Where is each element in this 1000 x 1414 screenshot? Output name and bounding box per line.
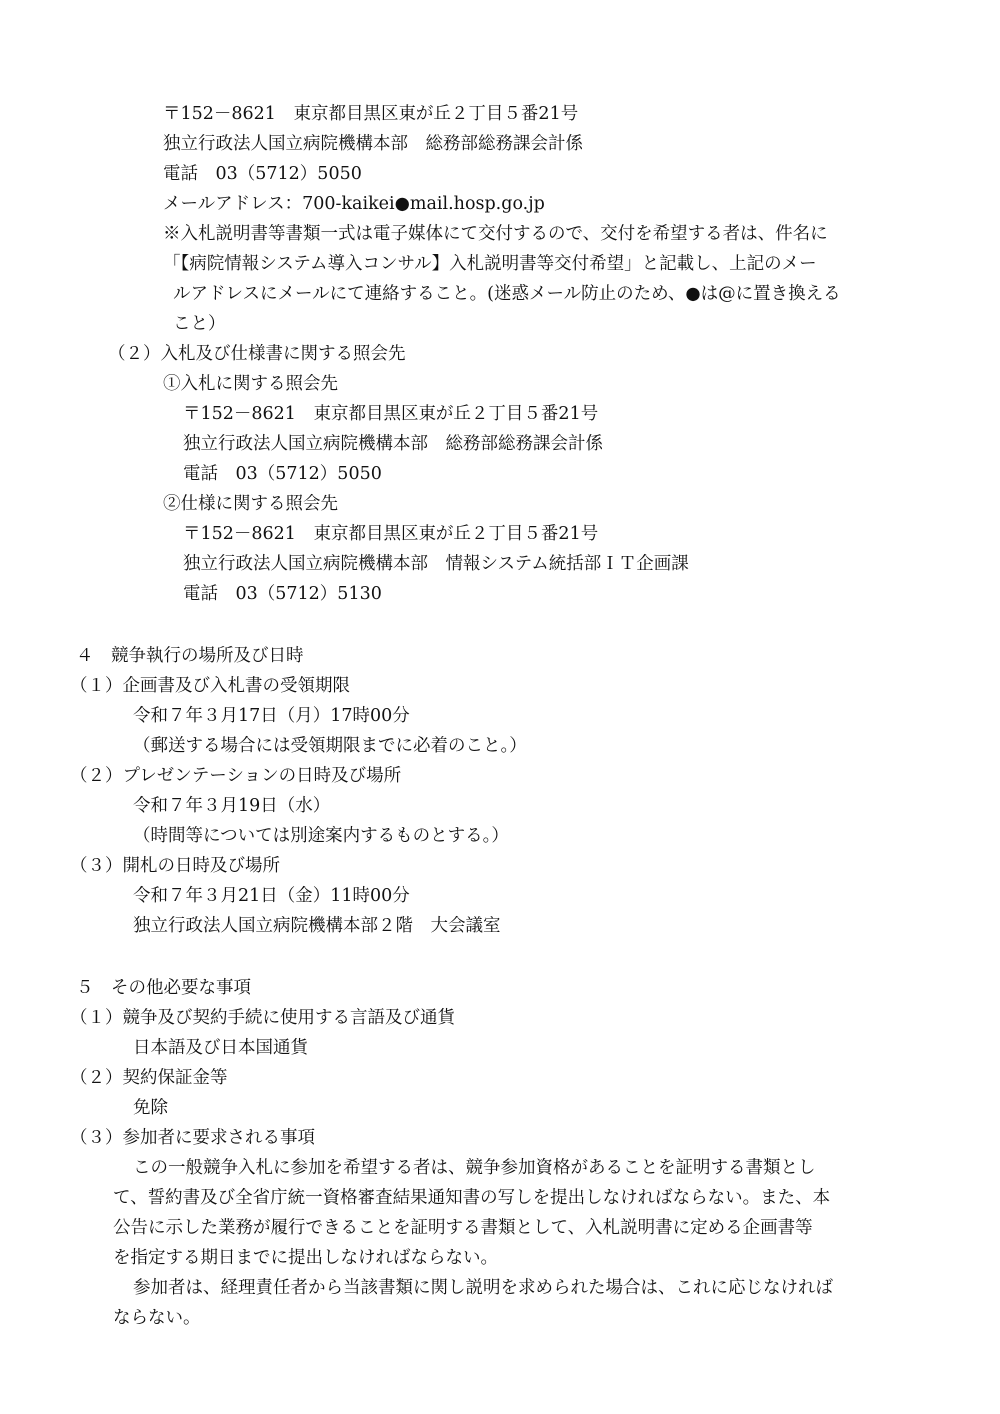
section5-item2-heading: （２）契約保証金等 [70,1068,228,1088]
section4-item1-date: 令和７年３月17日（月）17時00分 [133,706,410,726]
contact-note-line: こと） [173,314,226,334]
inquiry-bid-postal: 〒152－8621 東京都目黒区東が丘２丁目５番21号 [183,404,599,424]
inquiry-bid-org: 独立行政法人国立病院機構本部 総務部総務課会計係 [183,434,603,454]
inquiry-spec-heading: ②仕様に関する照会先 [163,494,338,514]
contact-note-line: ルアドレスにメールにて連絡すること。(迷惑メール防止のため、●は@に置き換える [173,284,841,304]
section5-item3-paragraph-line: 参加者は、経理責任者から当該書類に関し説明を求められた場合は、これに応じなければ [133,1278,833,1298]
inquiry-spec-org: 独立行政法人国立病院機構本部 情報システム統括部ＩＴ企画課 [183,554,689,574]
section5-item3-paragraph-line: て、誓約書及び全省庁統一資格審査結果通知書の写しを提出しなければならない。また、本 [113,1188,831,1208]
section5-item2-body: 免除 [133,1098,168,1118]
inquiry-spec-tel: 電話 03（5712）5130 [183,584,382,604]
contact-postal: 〒152－8621 東京都目黒区東が丘２丁目５番21号 [163,104,579,124]
contact-note-line: ※入札説明書等書類一式は電子媒体にて交付するので、交付を希望する者は、件名に [163,224,828,244]
section5-item1-body: 日本語及び日本国通貨 [133,1038,308,1058]
contact-mail: メールアドレス：700-kaikei●mail.hosp.go.jp [163,194,545,214]
section4-item2-note: （時間等については別途案内するものとする。） [133,826,509,846]
contact-org: 独立行政法人国立病院機構本部 総務部総務課会計係 [163,134,583,154]
inquiry-bid-heading: ①入札に関する照会先 [163,374,338,394]
section4-item3-place: 独立行政法人国立病院機構本部２階 大会議室 [133,916,501,936]
section5-item3-paragraph-line: ならない。 [113,1308,201,1328]
section5-item3-paragraph-line: 公告に示した業務が履行できることを証明する書類として、入札説明書に定める企画書等 [113,1218,813,1238]
inquiry-bid-tel: 電話 03（5712）5050 [183,464,382,484]
section5-item3-heading: （３）参加者に要求される事項 [70,1128,315,1148]
section5-item3-paragraph-line: を指定する期日までに提出しなければならない。 [113,1248,498,1268]
section4-item1-heading: （１）企画書及び入札書の受領期限 [70,676,350,696]
inquiry-heading: （２）入札及び仕様書に関する照会先 [108,344,406,364]
section4-item1-note: （郵送する場合には受領期限までに必着のこと。） [133,736,527,756]
section5-item3-paragraph-line: この一般競争入札に参加を希望する者は、競争参加資格があることを証明する書類とし [133,1158,816,1178]
inquiry-spec-postal: 〒152－8621 東京都目黒区東が丘２丁目５番21号 [183,524,599,544]
section4-heading: ４ 競争執行の場所及び日時 [76,646,304,666]
section4-item3-heading: （３）開札の日時及び場所 [70,856,280,876]
contact-tel: 電話 03（5712）5050 [163,164,362,184]
section4-item2-date: 令和７年３月19日（水） [133,796,331,816]
contact-note-line: 「【病院情報システム導入コンサル】入札説明書等交付希望」と記載し、上記のメー [163,254,817,274]
section4-item3-date: 令和７年３月21日（金）11時00分 [133,886,410,906]
section5-heading: ５ その他必要な事項 [76,978,251,998]
section4-item2-heading: （２）プレゼンテーションの日時及び場所 [70,766,402,786]
section5-item1-heading: （１）競争及び契約手続に使用する言語及び通貨 [70,1008,455,1028]
